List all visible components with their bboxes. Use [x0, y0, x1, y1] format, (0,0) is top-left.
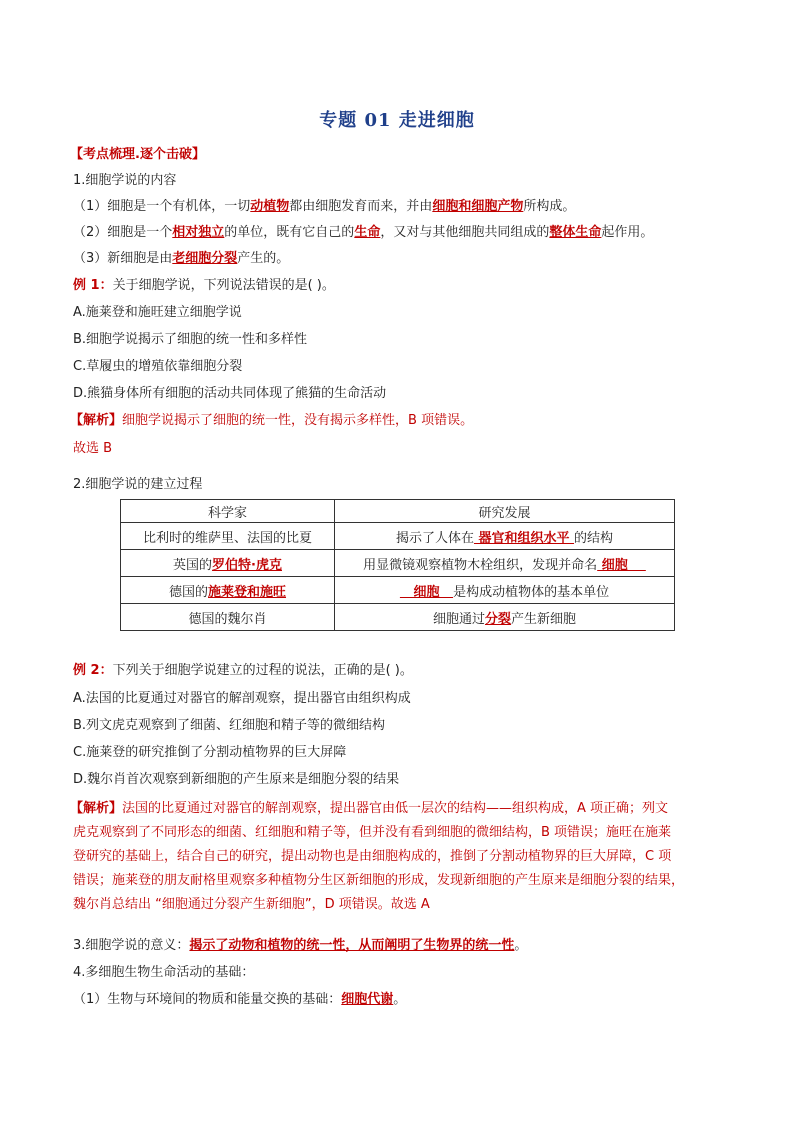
page-title: 专题 01 走进细胞	[319, 110, 475, 131]
text: （1）细胞是一个有机体，一切	[73, 199, 251, 214]
answer-fill: 整体生命	[549, 225, 602, 240]
analysis-line: 虎克观察到了不同形态的细菌、红细胞和精子等，但并没有看到细胞的微细结构，B 项错误；施旺在施莱	[73, 825, 672, 840]
text: 用显微镜观察植物木栓组织，发现并命名	[363, 557, 598, 573]
s2-heading: 2.细胞学说的建立过程	[73, 477, 203, 492]
analysis-label: 【解析】	[70, 801, 123, 816]
history-table	[120, 499, 675, 631]
text: （1）生物与环境间的物质和能量交换的基础：	[73, 992, 342, 1007]
table-cell	[121, 577, 335, 604]
analysis-line	[70, 797, 730, 821]
table-cell	[335, 523, 675, 550]
answer-fill: 动植物	[250, 199, 290, 214]
example-2-stem	[73, 662, 413, 680]
answer-fill: 分裂	[484, 611, 511, 627]
text: 所构成。	[523, 199, 576, 214]
analysis-line: 魏尔肖总结出 “细胞通过分裂产生新细胞”，D 项错误。故选 A	[73, 897, 430, 912]
answer-fill: 器官和组织水平	[473, 530, 575, 546]
option: D.熊猫身体所有细胞的活动共同体现了熊猫的生命活动	[73, 386, 387, 401]
question-text: 下列关于细胞学说建立的过程的说法，正确的是( )。	[112, 663, 413, 678]
example-label: 例 2：	[73, 663, 113, 678]
text: 德国的	[168, 584, 208, 600]
answer-fill: 相对独立	[172, 225, 225, 240]
option: B.列文虎克观察到了细菌、红细胞和精子等的微细结构	[73, 718, 386, 733]
answer-fill: 细胞和细胞产物	[432, 199, 524, 214]
text: 。	[393, 992, 407, 1007]
table-cell: 德国的魏尔肖	[121, 604, 335, 631]
analysis-text: 细胞学说揭示了细胞的统一性，没有揭示多样性，B 项错误。	[122, 413, 474, 428]
text: 3.细胞学说的意义：	[73, 938, 190, 953]
text: 产生的。	[237, 251, 290, 266]
example-1-stem	[73, 277, 335, 295]
analysis-text: 法国的比夏通过对器官的解剖观察，提出器官由低一层次的结构——组织构成，A 项正确；列文	[122, 801, 669, 816]
table-cell	[121, 550, 335, 577]
answer-fill: 生命	[354, 225, 381, 240]
text: 细胞通过	[432, 611, 485, 627]
example-label: 例 1：	[73, 278, 113, 293]
s1-heading: 1.细胞学说的内容	[73, 173, 177, 188]
text: ，又对与其他细胞共同组成的	[380, 225, 550, 240]
s3-significance	[73, 937, 527, 955]
option: D.魏尔肖首次观察到新细胞的产生原来是细胞分裂的结果	[73, 772, 400, 787]
example-2-analysis	[70, 797, 730, 917]
text: 的结构	[574, 530, 614, 546]
answer-fill: 细胞代谢	[341, 992, 394, 1007]
table-row	[121, 604, 675, 631]
table-header: 研究发展	[335, 500, 675, 523]
table-cell	[335, 577, 675, 604]
question-text: 关于细胞学说，下列说法错误的是( )。	[112, 278, 335, 293]
text: 是构成动植物体的基本单位	[453, 584, 610, 600]
table-cell: 比利时的维萨里、法国的比夏	[121, 523, 335, 550]
text: 。	[514, 938, 528, 953]
option: A.施莱登和施旺建立细胞学说	[73, 305, 242, 320]
s1-point-2	[73, 224, 653, 242]
table-row	[121, 523, 675, 550]
answer-fill: 细胞	[597, 557, 646, 573]
table-row	[121, 550, 675, 577]
text: （2）细胞是一个	[73, 225, 173, 240]
analysis-label: 【解析】	[70, 413, 123, 428]
text: 揭示了人体在	[395, 530, 474, 546]
s1-point-3	[73, 250, 289, 268]
table-header-row	[121, 500, 675, 523]
section-tag: 【考点梳理.逐个击破】	[70, 147, 205, 162]
s1-point-1	[73, 198, 575, 216]
option: A.法国的比夏通过对器官的解剖观察，提出器官由组织构成	[73, 691, 411, 706]
option: C.施莱登的研究推倒了分割动植物界的巨大屏障	[73, 745, 347, 760]
example-1-analysis	[70, 412, 473, 430]
table-row	[121, 577, 675, 604]
text: （3）新细胞是由	[73, 251, 173, 266]
text: 都由细胞发育而来，并由	[289, 199, 433, 214]
option: C.草履虫的增殖依靠细胞分裂	[73, 359, 243, 374]
text: 的单位，既有它自己的	[224, 225, 355, 240]
table-header: 科学家	[121, 500, 335, 523]
option: B.细胞学说揭示了细胞的统一性和多样性	[73, 332, 308, 347]
answer-fill: 罗伯特·虎克	[212, 557, 282, 573]
analysis-line: 错误；施莱登的朋友耐格里观察多种植物分生区新细胞的形成，发现新细胞的产生原来是细胞分裂的结果，	[73, 873, 685, 888]
answer-fill: 细胞	[399, 584, 454, 600]
s4-heading: 4.多细胞生物生命活动的基础：	[73, 965, 255, 980]
text: 英国的	[173, 557, 213, 573]
answer-fill: 施莱登和施旺	[208, 584, 287, 600]
table-cell	[335, 550, 675, 577]
s4-point-1	[73, 991, 406, 1009]
analysis-line: 登研究的基础上，结合自己的研究，提出动物也是由细胞构成的，推倒了分割动植物界的巨大屏障，C 项	[73, 849, 672, 864]
table-cell	[335, 604, 675, 631]
text: 产生新细胞	[511, 611, 577, 627]
answer-fill: 老细胞分裂	[172, 251, 238, 266]
answer-fill: 揭示了动物和植物的统一性，从而阐明了生物界的统一性	[189, 938, 515, 953]
text: 起作用。	[601, 225, 654, 240]
example-1-choice: 故选 B	[73, 441, 113, 456]
